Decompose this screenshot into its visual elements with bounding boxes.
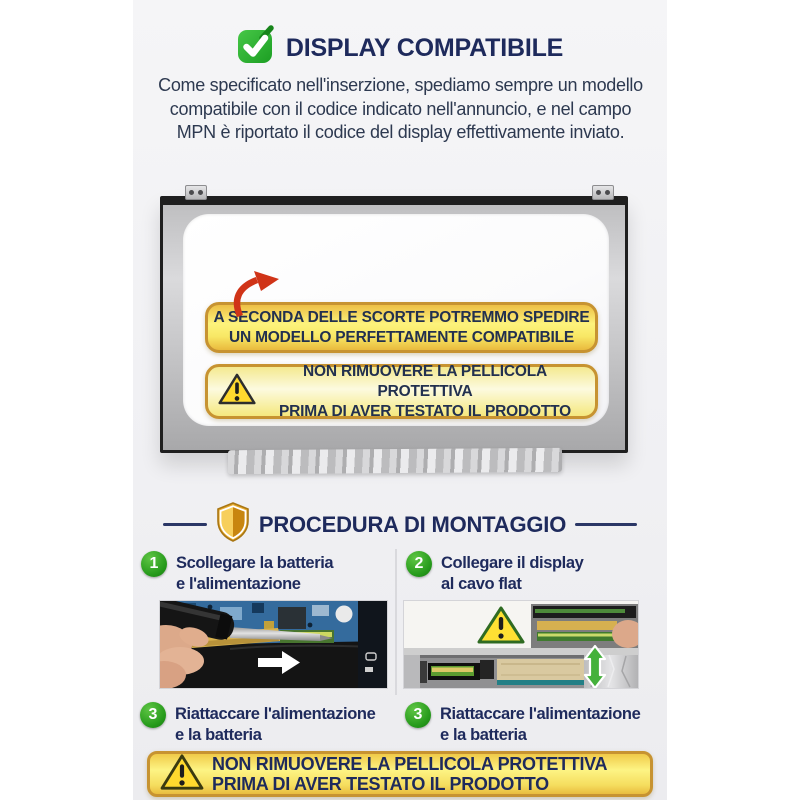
stock-notice-line1: A SECONDA DELLE SCORTE POTREMMO SPEDIRE xyxy=(213,308,590,326)
hinge-bracket-right-icon xyxy=(592,185,614,200)
flat-cable-photo xyxy=(404,601,638,688)
step-1-badge: 1 xyxy=(141,551,167,577)
intro-paragraph: Come specificato nell'inserzione, spediamo sempre un modello compatibile con il codice indicato nell'annuncio, e nel campo MPN è riportato il codice del display effettivamente inviato. xyxy=(158,75,643,142)
foil-tape xyxy=(228,448,562,474)
warning-icon xyxy=(160,753,204,796)
step-2-badge: 2 xyxy=(406,551,432,577)
header xyxy=(133,27,667,70)
step-3-left xyxy=(140,702,375,746)
red-arrow-icon xyxy=(230,271,288,322)
step-3-right-badge: 3 xyxy=(405,702,431,728)
step-2-line1: Collegare il display xyxy=(441,554,584,572)
step-1-label xyxy=(176,551,333,595)
column-divider xyxy=(395,549,397,695)
page-title: DISPLAY COMPATIBILE xyxy=(285,34,564,62)
protective-film-line2: PRIMA DI AVER TESTATO IL PRODOTTO xyxy=(279,402,571,420)
footer-warning-line2: PRIMA DI AVER TESTATO IL PRODOTTO xyxy=(212,774,549,794)
shield-icon xyxy=(216,502,250,547)
step-3-right xyxy=(405,702,640,746)
step-1-line1: Scollegare la batteria xyxy=(176,554,334,572)
stock-notice-line2: UN MODELLO PERFETTAMENTE COMPATIBILE xyxy=(229,328,574,346)
step-3-right-line1: Riattaccare l'alimentazione xyxy=(440,705,641,723)
protective-film-line1: NON RIMUOVERE LA PELLICOLA PROTETTIVA xyxy=(303,362,547,400)
header-rule-right xyxy=(575,523,637,526)
step-3-left-badge: 3 xyxy=(140,702,166,728)
footer-warning-text xyxy=(212,754,607,794)
step-3-left-line1: Riattaccare l'alimentazione xyxy=(175,705,376,723)
step-1 xyxy=(141,551,333,595)
step-3-left-label xyxy=(175,702,375,746)
step-3-right-label xyxy=(440,702,640,746)
procedure-header xyxy=(133,502,667,547)
footer-warning-banner xyxy=(147,751,653,797)
protective-film-banner xyxy=(205,364,598,419)
header-rule-left xyxy=(163,523,207,526)
hinge-bracket-left-icon xyxy=(185,185,207,200)
step-2-label xyxy=(441,551,583,595)
step-1-line2: e l'alimentazione xyxy=(176,575,301,593)
checkmark-icon xyxy=(237,27,275,70)
procedure-title: PROCEDURA DI MONTAGGIO xyxy=(258,511,567,537)
step-3-left-line2: e la batteria xyxy=(175,726,262,744)
protective-film-banner-text xyxy=(265,362,585,422)
step-2-line2: al cavo flat xyxy=(441,575,522,593)
footer-warning-line1: NON RIMUOVERE LA PELLICOLA PROTETTIVA xyxy=(212,754,608,774)
step-2 xyxy=(406,551,583,595)
step-3-right-line2: e la batteria xyxy=(440,726,527,744)
warning-icon xyxy=(218,372,256,411)
motherboard-photo xyxy=(160,601,387,688)
